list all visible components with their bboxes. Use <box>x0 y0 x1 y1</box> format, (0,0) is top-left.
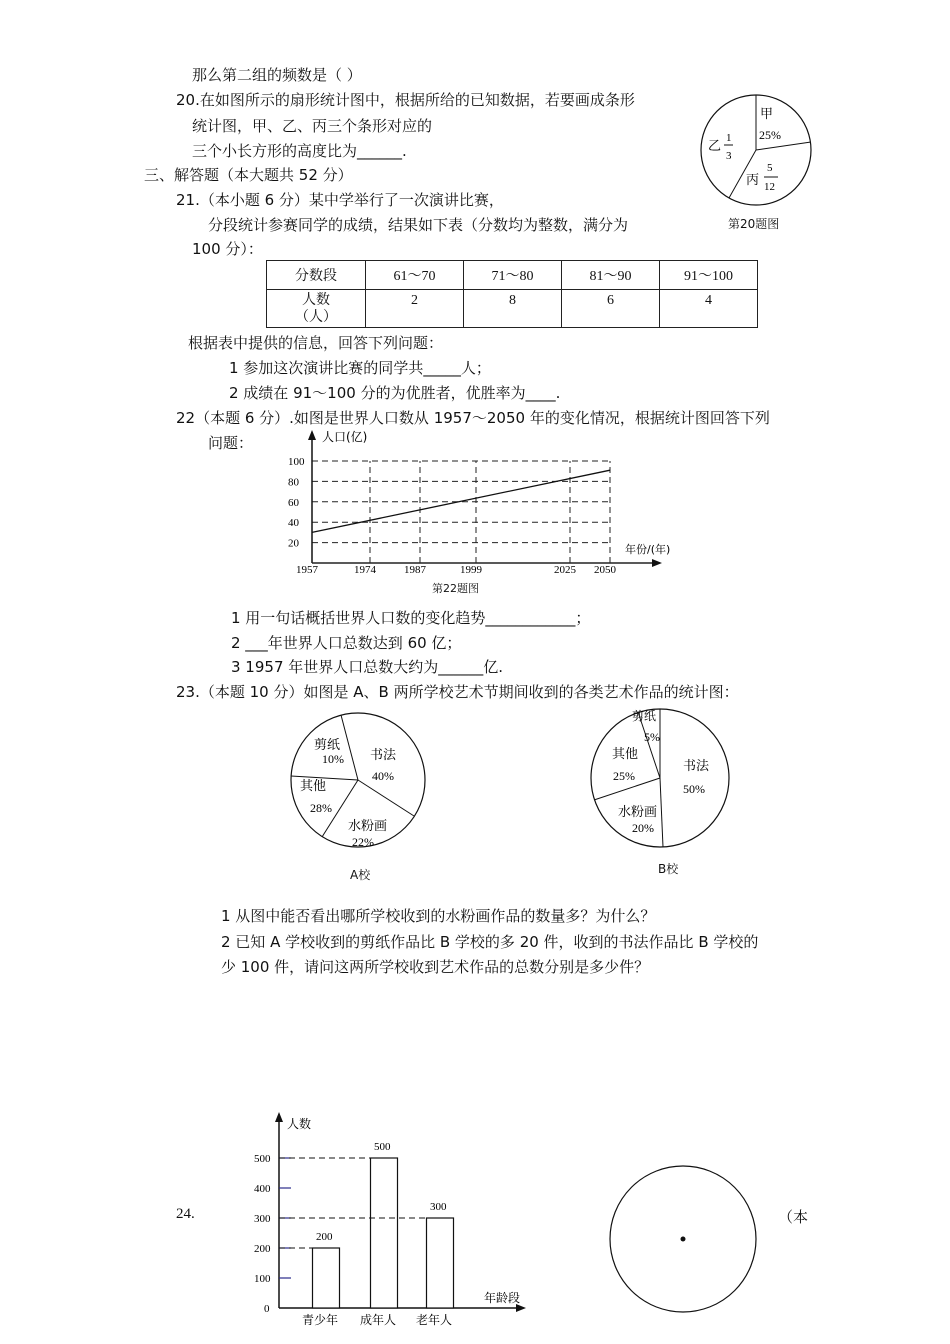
q22-population-line <box>312 470 610 532</box>
q22-line-chart <box>280 428 700 598</box>
q24-y-tick: 0 <box>264 1303 270 1315</box>
q22-y-tick: 100 <box>288 456 305 468</box>
section3-heading: 三、解答题（本大题共 52 分） <box>144 166 353 184</box>
q24-bar <box>313 1248 340 1308</box>
q19-tail: 那么第二组的频数是（ ） <box>192 66 362 84</box>
pie-b-qita: 其他 <box>612 747 639 762</box>
q20-caption: 第20题图 <box>728 217 780 231</box>
pie-b-shufa-pct: 50% <box>683 782 705 796</box>
q23-sub1: 1 从图中能否看出哪所学校收到的水粉画作品的数量多？为什么？ <box>221 907 656 925</box>
pie-a-qita: 其他 <box>300 779 327 794</box>
q21-prompt: 根据表中提供的信息，回答下列问题： <box>188 334 444 352</box>
q20-label-jia-pct: 25% <box>759 128 781 142</box>
q22-x-tick: 1987 <box>404 564 426 576</box>
q24-bar <box>371 1158 398 1308</box>
q24-y-tick: 300 <box>254 1213 271 1225</box>
q24-x-axis-arrow <box>516 1304 526 1312</box>
q22-x-label: 年份/(年) <box>625 543 671 556</box>
q20-line1: 20.在如图所示的扇形统计图中，根据所给的已知数据，若要画成条形 <box>176 91 635 109</box>
q20-label-yi-num: 1 <box>726 132 732 144</box>
table-cell-range: 81～90 <box>562 261 660 290</box>
q22-x-tick: 1957 <box>296 564 318 576</box>
table-header-count-a: 人数 <box>302 291 330 308</box>
pie-a-label: A校 <box>350 868 371 882</box>
q20-pie-chart <box>698 98 818 208</box>
q24-bar-value: 200 <box>316 1231 333 1243</box>
q23-line1: 23.（本题 10 分）如图是 A、B 两所学校艺术节期间收到的各类艺术作品的统计图： <box>176 683 739 701</box>
q21-sub1: 1 参加这次演讲比赛的同学共_____人； <box>229 359 491 377</box>
q24-category-label: 青少年 <box>302 1313 339 1327</box>
q22-x-axis-arrow <box>652 559 662 567</box>
table-cell-range: 61～70 <box>366 261 464 290</box>
q23-sub2: 2 已知 A 学校收到的剪纸作品比 B 学校的多 20 件，收到的书法作品比 B 学校的 <box>221 933 759 951</box>
q22-sub1: 1 用一句话概括世界人口数的变化趋势____________； <box>231 609 591 627</box>
circle-center-dot <box>681 1237 686 1242</box>
q21-line3: 100 分）： <box>192 240 263 258</box>
q24-bar-value: 500 <box>374 1141 391 1153</box>
pie-a-shufa-pct: 40% <box>372 769 394 783</box>
q22-y-tick: 20 <box>288 537 299 550</box>
q20-label-bing-num: 5 <box>767 162 773 174</box>
q24-bar <box>427 1218 454 1308</box>
pie-b-qita-pct: 25% <box>613 769 635 783</box>
q22-y-label: 人口(亿) <box>322 430 368 444</box>
q20-label-jia: 甲 <box>760 107 774 122</box>
pie-b-label: B校 <box>658 862 679 876</box>
q23-pie-a <box>286 712 436 862</box>
pie-b-shuifen: 水粉画 <box>618 805 658 820</box>
table-cell-count: 4 <box>660 290 758 328</box>
q24-number: 24. <box>176 1206 195 1222</box>
q22-x-tick: 1999 <box>460 564 482 576</box>
pie-a-qita-pct: 28% <box>310 801 332 815</box>
pie-b-shufa: 书法 <box>683 759 710 774</box>
pie-a-jianzhi: 剪纸 <box>314 738 341 753</box>
q24-category-label: 成年人 <box>360 1313 397 1327</box>
pie-a-jianzhi-pct: 10% <box>322 752 344 766</box>
q24-y-tick: 400 <box>254 1183 271 1195</box>
q22-x-tick: 2025 <box>554 564 576 576</box>
q22-sub3: 3 1957 年世界人口总数大约为______亿. <box>231 658 504 676</box>
q24-y-label: 人数 <box>287 1117 312 1131</box>
q20-label-yi-den: 3 <box>726 150 732 162</box>
q24-y-tick: 100 <box>254 1273 271 1285</box>
q20-pie-divider <box>756 142 811 150</box>
q24-y-tick: 500 <box>254 1153 271 1165</box>
table-cell-range: 91～100 <box>660 261 758 290</box>
table-cell-count: 8 <box>464 290 562 328</box>
q22-y-tick: 60 <box>288 496 299 509</box>
pie-a-shuifen-pct: 22% <box>352 835 374 849</box>
q20-label-yi: 乙 <box>708 139 722 154</box>
q20-line3: 三个小长方形的高度比为______. <box>192 142 407 160</box>
q24-trailing: （本 <box>778 1208 809 1226</box>
q20-label-bing: 丙 <box>746 173 760 188</box>
q22-x-tick: 1974 <box>354 564 376 576</box>
q22-line1: 22（本题 6 分）.如图是世界人口数从 1957～2050 年的变化情况，根据统计图回答下列 <box>176 409 770 427</box>
q24-category-label: 老年人 <box>416 1313 453 1327</box>
pie-b-jianzhi: 剪纸 <box>632 709 657 723</box>
q23-pie-b <box>590 708 740 858</box>
q21-sub2: 2 成绩在 91～100 分的为优胜者，优胜率为____. <box>229 384 561 402</box>
q22-y-tick: 40 <box>288 517 299 530</box>
q22-caption: 第22题图 <box>432 582 479 595</box>
table-row <box>267 261 758 290</box>
q24-x-label: 年龄段 <box>484 1291 521 1305</box>
q20-line2: 统计图，甲、乙、丙三个条形对应的 <box>192 117 433 135</box>
q23-sub2-cont: 少 100 件，请问这两所学校收到艺术作品的总数分别是多少件？ <box>221 958 650 976</box>
q22-y-tick: 80 <box>288 476 299 489</box>
table-header-count <box>267 290 366 328</box>
table-header-count-b: （人） <box>295 308 337 325</box>
q22-y-axis-arrow <box>308 430 316 440</box>
q20-label-bing-den: 12 <box>764 181 775 193</box>
q22-x-tick: 2050 <box>594 564 616 576</box>
table-cell-count: 6 <box>562 290 660 328</box>
q21-line1: 21.（本小题 6 分）某中学举行了一次演讲比赛， <box>176 191 504 209</box>
q22-line2: 问题： <box>208 434 254 452</box>
q24-blank-circle <box>608 1164 758 1314</box>
q24-bar-chart <box>250 1110 550 1335</box>
q24-bar-value: 300 <box>430 1201 447 1213</box>
pie-a-shuifen: 水粉画 <box>348 819 388 834</box>
q21-line2: 分段统计参赛同学的成绩，结果如下表（分数均为整数，满分为 <box>208 216 629 234</box>
table-cell-range: 71～80 <box>464 261 562 290</box>
pie-b-shuifen-pct: 20% <box>632 821 654 835</box>
table-cell-count: 2 <box>366 290 464 328</box>
table-header-score: 分数段 <box>267 261 366 290</box>
pie-a-shufa: 书法 <box>370 748 397 763</box>
q22-sub2: 2 ___年世界人口总数达到 60 亿； <box>231 634 462 652</box>
q24-y-axis-arrow <box>275 1112 283 1122</box>
pie-b-jianzhi-pct: 5% <box>644 730 660 744</box>
q24-y-tick: 200 <box>254 1243 271 1255</box>
table-row <box>267 290 758 328</box>
score-table <box>266 260 758 328</box>
